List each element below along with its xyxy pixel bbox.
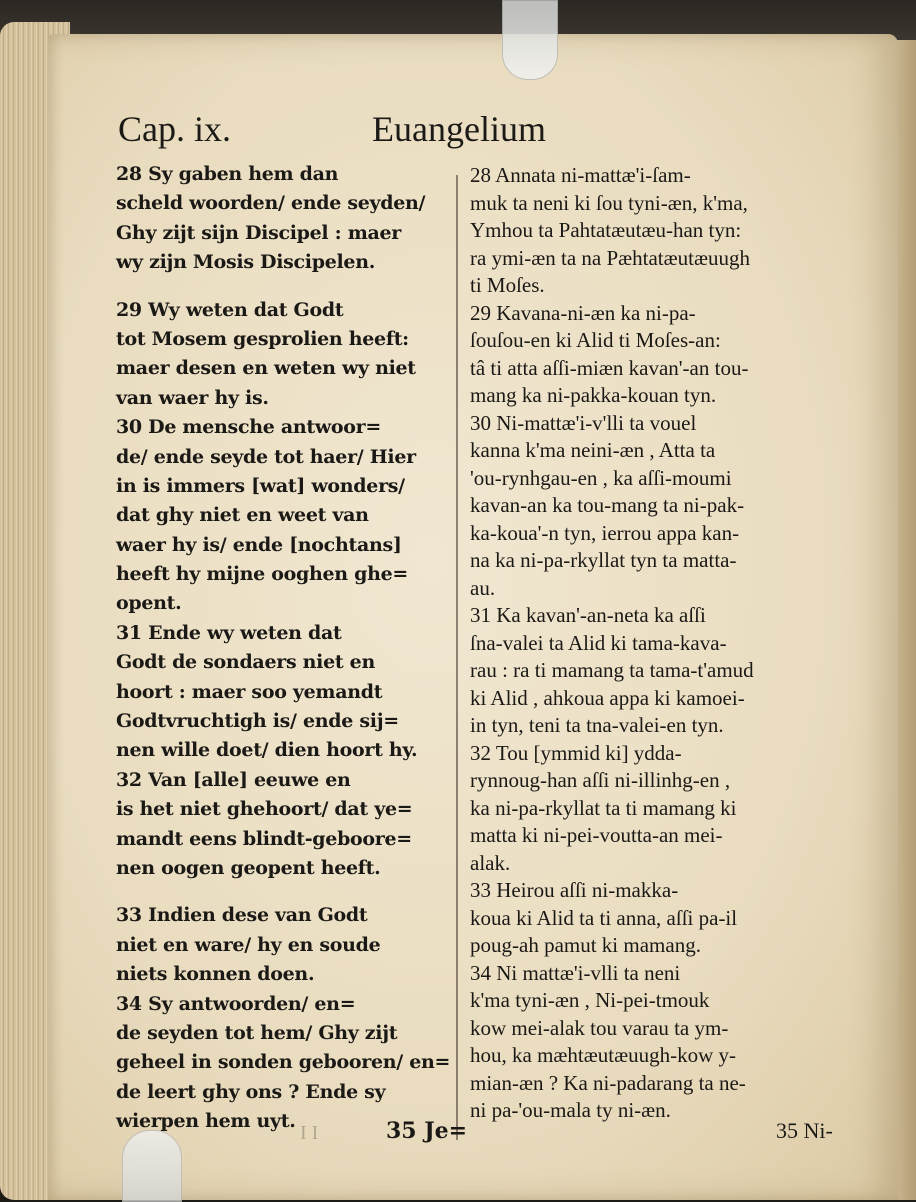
signature-mark: I I [300,1122,319,1144]
text-line: 31 Ka kavan'-an-neta ka aſſi [470,603,706,627]
text-line: dat ghy niet en weet van [116,504,369,527]
text-line: opent. [116,592,182,615]
text-line: nen wille doet/ dien hoort hy. [116,739,418,762]
text-line: 32 Tou [ymmid ki] ydda- [470,740,682,765]
text-line: ra ymi-æn ta na Pæhtatæutæuugh [470,245,750,270]
text-line: niets konnen doen. [116,963,315,986]
text-line: muk ta neni ki ſou tyni-æn, k'ma, [470,190,748,215]
text-line: mian-æn ? Ka ni-padarang ta ne- [470,1070,746,1095]
text-line: ki Alid , ahkoua appa ki kamoei- [470,685,745,710]
text-line: 'ou-rynhgau-en , ka aſſi-moumi [470,465,732,490]
text-line: 28 Annata ni-mattæ'i-ſam- [470,163,691,187]
text-line: geheel in sonden gebooren/ en= [116,1051,451,1074]
text-line: rynnoug-han aſſi ni-illinhg-en , [470,768,731,792]
text-line: ka ni-pa-rkyllat ta ti mamang ki [470,795,737,820]
chapter-heading: Cap. ix. [118,109,231,149]
text-line: 32 Van [alle] eeuwe en [116,768,351,791]
page-clip-top [502,0,558,80]
text-line: niet en ware/ hy en soude [116,933,381,956]
text-line: mang ka ni-pakka-kouan tyn. [470,383,717,407]
text-line: is het niet ghehoort/ dat ye= [116,798,413,821]
text-line: heeft hy mijne ooghen ghe= [116,563,409,586]
text-line: au. [470,575,496,600]
text-line: Ghy zijt sijn Discipel : maer [116,221,402,244]
text-line: kavan-an ka tou-mang ta ni-pak- [470,493,745,517]
dutch-text-column [116,160,451,1137]
text-line: wy zijn Mosis Discipelen. [116,251,376,274]
text-line: tâ ti atta aſſi-miæn kavan'-an tou- [470,355,749,380]
text-line: k'ma tyni-æn , Ni-pei-tmouk [470,988,710,1012]
text-line: rau : ra ti mamang ta tama-t'amud [470,658,754,682]
text-line: de leert ghy ons ? Ende sy [116,1080,386,1103]
text-line: ka-koua'-n tyn, ierrou appa kan- [470,520,740,545]
text-line: 33 Indien dese van Godt [116,904,368,927]
text-line: 28 Sy gaben hem dan [116,163,339,185]
text-line: ni pa-'ou-mala ty ni-æn. [470,1098,671,1122]
text-line: 33 Heirou aſſi ni-makka- [470,878,679,902]
text-line: in is immers [wat] wonders/ [116,474,405,497]
text-line: de/ ende seyde tot haer/ Hier [116,445,416,468]
text-line: hou, ka mæhtæutæuugh-kow y- [470,1043,736,1067]
page-clip-bottom [122,1130,182,1202]
text-line: ſouſou-en ki Alid ti Moſes-an: [470,328,721,352]
paragraph-gap [116,883,451,901]
text-line: tot Mosem gesprolien heeft: [116,327,409,350]
text-line: mandt eens blindt-geboore= [116,827,412,850]
text-line: Ymhou ta Pahtatæutæu-han tyn: [470,218,742,242]
text-line: van waer hy is. [116,386,269,409]
text-line: kow mei-alak tou varau ta ym- [470,1015,729,1040]
formosan-text-column [470,162,830,1125]
running-title: Euangelium [372,109,546,149]
text-line: matta ki ni-pei-voutta-an mei- [470,823,723,847]
paragraph-gap [116,278,451,296]
text-line: 29 Kavana-ni-æn ka ni-pa- [470,300,696,325]
text-line: scheld woorden/ ende seyden/ [116,192,426,215]
text-line: Godtvruchtigh is/ ende sij= [116,710,399,733]
text-line: nen oogen geopent heeft. [116,856,381,879]
catchword-right: 35 Ni- [776,1118,833,1143]
text-line: in tyn, teni ta tna-valei-en tyn. [470,713,724,737]
text-line: ſna-valei ta Alid ki tama-kava- [470,630,727,655]
text-line: koua ki Alid ta ti anna, aſſi pa-il [470,905,738,930]
text-line: Godt de sondaers niet en [116,651,375,674]
text-line: 34 Ni mattæ'i-vlli ta neni [470,960,681,985]
text-line: na ka ni-pa-rkyllat tyn ta matta- [470,548,737,572]
text-line: 30 De mensche antwoor= [116,416,381,439]
text-line: wierpen hem uyt. [116,1110,296,1133]
text-line: 29 Wy weten dat Godt [116,298,344,321]
text-line: kanna k'ma neini-æn , Atta ta [470,438,716,462]
text-line: 31 Ende wy weten dat [116,621,342,644]
text-line: de seyden tot hem/ Ghy zijt [116,1021,398,1044]
text-line: hoort : maer soo yemandt [116,680,383,703]
column-divider [456,175,458,1140]
text-line: waer hy is/ ende [nochtans] [116,533,402,556]
text-line: maer desen en weten wy niet [116,357,416,380]
text-line: 34 Sy antwoorden/ en= [116,992,356,1015]
text-line: alak. [470,850,511,875]
text-line: ti Moſes. [470,273,545,297]
catchword-left: 35 Je= [386,1118,468,1144]
text-line: 30 Ni-mattæ'i-v'lli ta vouel [470,410,697,435]
text-line: poug-ah pamut ki mamang. [470,933,701,957]
